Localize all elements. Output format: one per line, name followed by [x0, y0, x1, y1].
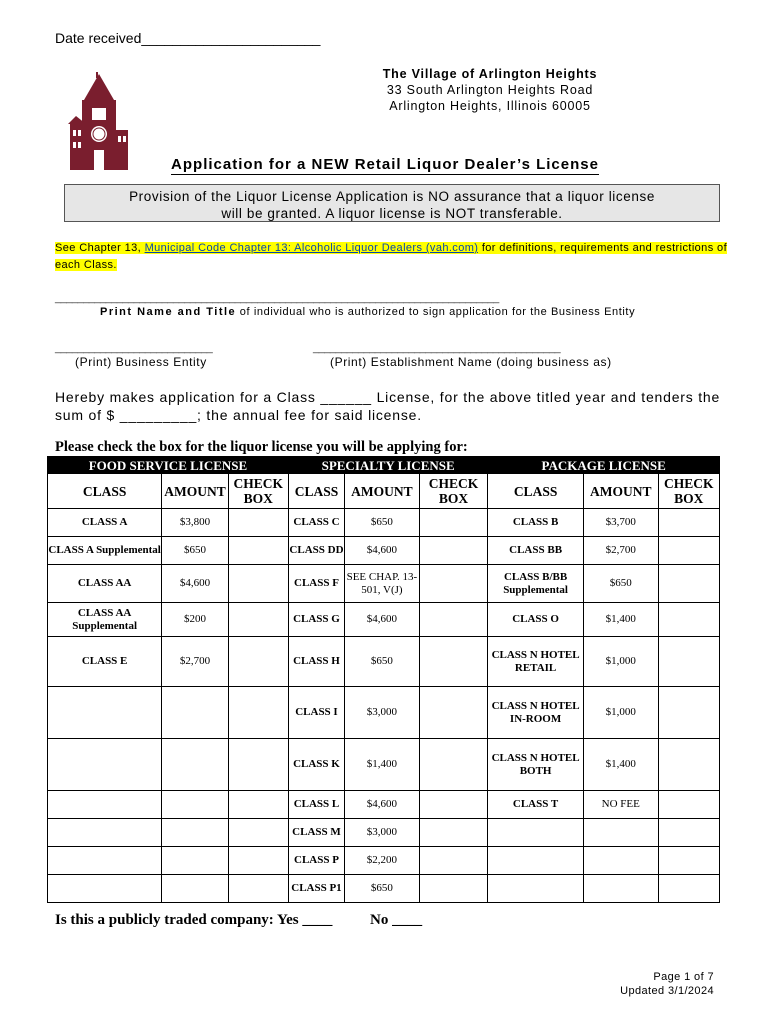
- check-box-cell[interactable]: [658, 819, 719, 847]
- check-box-cell[interactable]: [228, 739, 288, 791]
- notice-line1: Provision of the Liquor License Application is NO assurance that a liquor license: [129, 189, 655, 204]
- class-cell: CLASS E: [48, 637, 162, 687]
- class-cell: CLASS H: [288, 637, 344, 687]
- class-cell: CLASS M: [288, 819, 344, 847]
- section-food-service: FOOD SERVICE LICENSE: [48, 457, 289, 474]
- class-cell: CLASS B/BB Supplemental: [488, 565, 584, 603]
- check-box-cell[interactable]: [658, 509, 719, 537]
- amount-cell: $650: [162, 537, 228, 565]
- header-class: CLASS: [488, 474, 584, 509]
- check-box-cell[interactable]: [228, 687, 288, 739]
- amount-cell: $650: [345, 875, 420, 903]
- class-cell: CLASS A: [48, 509, 162, 537]
- class-cell: [48, 847, 162, 875]
- municipal-code-link[interactable]: Municipal Code Chapter 13: Alcoholic Liquor Dealers (vah.com): [144, 242, 479, 254]
- check-box-cell[interactable]: [658, 565, 719, 603]
- class-cell: CLASS F: [288, 565, 344, 603]
- class-cell: CLASS B: [488, 509, 584, 537]
- org-address-line1: 33 South Arlington Heights Road: [386, 83, 594, 97]
- check-box-cell[interactable]: [419, 637, 488, 687]
- amount-cell: [162, 687, 228, 739]
- class-cell: CLASS G: [288, 603, 344, 637]
- page-footer: [620, 970, 714, 998]
- chapter-suffix: for definitions, requirements and restrictions of each Class.: [55, 242, 728, 271]
- check-box-cell[interactable]: [228, 509, 288, 537]
- check-box-cell[interactable]: [419, 509, 488, 537]
- amount-cell: $4,600: [162, 565, 228, 603]
- check-box-cell[interactable]: [658, 537, 719, 565]
- amount-cell: $4,600: [345, 791, 420, 819]
- check-box-cell[interactable]: [228, 565, 288, 603]
- class-cell: [48, 819, 162, 847]
- class-cell: [488, 875, 584, 903]
- class-cell: CLASS AA: [48, 565, 162, 603]
- check-box-cell[interactable]: [419, 687, 488, 739]
- header-amount: AMOUNT: [345, 474, 420, 509]
- license-row: [48, 819, 720, 847]
- class-cell: CLASS P: [288, 847, 344, 875]
- section-specialty: SPECIALTY LICENSE: [288, 457, 487, 474]
- check-box-cell[interactable]: [228, 819, 288, 847]
- org-name: The Village of Arlington Heights: [382, 67, 598, 81]
- check-box-cell[interactable]: [228, 875, 288, 903]
- chapter-prefix: See Chapter 13,: [55, 242, 145, 254]
- page-number: Page 1 of 7: [653, 971, 714, 983]
- notice-box: [64, 184, 720, 222]
- license-row: [48, 847, 720, 875]
- signatory-label: Print Name and Title of individual who is authorized to sign application for the Business Entity: [100, 306, 636, 318]
- license-row: [48, 791, 720, 819]
- class-cell: CLASS A Supplemental: [48, 537, 162, 565]
- class-cell: CLASS BB: [488, 537, 584, 565]
- chapter-reference: [55, 240, 735, 274]
- check-box-cell[interactable]: [419, 819, 488, 847]
- amount-cell: $4,600: [345, 537, 420, 565]
- class-cell: [48, 791, 162, 819]
- amount-cell: $1,000: [583, 637, 658, 687]
- header-check-box: CHECK BOX: [658, 474, 719, 509]
- class-cell: CLASS T: [488, 791, 584, 819]
- amount-cell: $3,000: [345, 819, 420, 847]
- amount-cell: [162, 739, 228, 791]
- amount-cell: $2,200: [345, 847, 420, 875]
- license-row: [48, 565, 720, 603]
- class-cell: [48, 687, 162, 739]
- check-box-cell[interactable]: [419, 603, 488, 637]
- amount-cell: [162, 875, 228, 903]
- check-box-cell[interactable]: [658, 687, 719, 739]
- section-package: PACKAGE LICENSE: [488, 457, 720, 474]
- check-box-cell[interactable]: [419, 791, 488, 819]
- amount-cell: $1,400: [583, 739, 658, 791]
- license-row: [48, 637, 720, 687]
- check-box-cell[interactable]: [419, 565, 488, 603]
- check-box-cell[interactable]: [228, 791, 288, 819]
- check-box-cell[interactable]: [658, 637, 719, 687]
- header-check-box: CHECK BOX: [419, 474, 488, 509]
- amount-cell: [162, 819, 228, 847]
- amount-cell: [583, 819, 658, 847]
- check-instruction: Please check the box for the liquor license you will be applying for:: [55, 439, 468, 455]
- amount-cell: [583, 847, 658, 875]
- notice-line2: will be granted. A liquor license is NOT transferable.: [221, 206, 563, 221]
- class-cell: CLASS AA Supplemental: [48, 603, 162, 637]
- amount-cell: NO FEE: [583, 791, 658, 819]
- class-cell: CLASS C: [288, 509, 344, 537]
- updated-date: Updated 3/1/2024: [620, 985, 714, 997]
- license-row: [48, 509, 720, 537]
- check-box-cell[interactable]: [228, 637, 288, 687]
- amount-cell: SEE CHAP. 13-501, V(J): [345, 565, 420, 603]
- amount-cell: [583, 875, 658, 903]
- establishment-name-label: (Print) Establishment Name (doing business as): [330, 355, 612, 369]
- publicly-traded-no[interactable]: No ____: [370, 912, 423, 928]
- business-entity-line[interactable]: ____________________________: [55, 342, 213, 354]
- establishment-name-line[interactable]: ____________________________________________: [313, 342, 561, 354]
- amount-cell: $4,600: [345, 603, 420, 637]
- amount-cell: $1,400: [345, 739, 420, 791]
- license-row: [48, 739, 720, 791]
- amount-cell: $2,700: [583, 537, 658, 565]
- header-class: CLASS: [48, 474, 162, 509]
- amount-cell: $1,400: [583, 603, 658, 637]
- class-cell: [488, 819, 584, 847]
- class-cell: CLASS N HOTEL RETAIL: [488, 637, 584, 687]
- date-received-field[interactable]: Date received_______________________: [55, 30, 321, 46]
- amount-cell: $1,000: [583, 687, 658, 739]
- check-box-cell[interactable]: [419, 847, 488, 875]
- business-entity-label: (Print) Business Entity: [75, 355, 207, 369]
- class-cell: [48, 875, 162, 903]
- header-class: CLASS: [288, 474, 344, 509]
- check-box-cell[interactable]: [658, 875, 719, 903]
- class-cell: CLASS N HOTEL BOTH: [488, 739, 584, 791]
- header-check-box: CHECK BOX: [228, 474, 288, 509]
- amount-cell: $3,800: [162, 509, 228, 537]
- amount-cell: $650: [583, 565, 658, 603]
- class-cell: CLASS N HOTEL IN-ROOM: [488, 687, 584, 739]
- amount-cell: $3,700: [583, 509, 658, 537]
- check-box-cell[interactable]: [658, 847, 719, 875]
- amount-cell: $650: [345, 637, 420, 687]
- class-cell: CLASS I: [288, 687, 344, 739]
- publicly-traded-question[interactable]: Is this a publicly traded company: Yes ____: [55, 912, 333, 928]
- check-box-cell[interactable]: [228, 847, 288, 875]
- org-address-line2: Arlington Heights, Illinois 60005: [389, 99, 591, 113]
- check-box-cell[interactable]: [228, 603, 288, 637]
- license-row: [48, 537, 720, 565]
- license-row: [48, 875, 720, 903]
- class-cell: [488, 847, 584, 875]
- license-row: [48, 603, 720, 637]
- check-box-cell[interactable]: [658, 791, 719, 819]
- amount-cell: [162, 847, 228, 875]
- page-title: Application for a NEW Retail Liquor Dealer’s License: [171, 156, 599, 173]
- license-row: [48, 687, 720, 739]
- check-box-cell[interactable]: [419, 537, 488, 565]
- header-amount: AMOUNT: [162, 474, 228, 509]
- check-box-cell[interactable]: [658, 603, 719, 637]
- amount-cell: $650: [345, 509, 420, 537]
- class-cell: CLASS P1: [288, 875, 344, 903]
- header-amount: AMOUNT: [583, 474, 658, 509]
- class-cell: CLASS DD: [288, 537, 344, 565]
- amount-cell: $200: [162, 603, 228, 637]
- amount-cell: $3,000: [345, 687, 420, 739]
- check-box-cell[interactable]: [419, 875, 488, 903]
- license-table: [47, 456, 720, 903]
- class-cell: CLASS O: [488, 603, 584, 637]
- signatory-name-line[interactable]: _______________________________________________________________________________: [55, 292, 499, 304]
- check-box-cell[interactable]: [228, 537, 288, 565]
- class-cell: CLASS K: [288, 739, 344, 791]
- class-cell: CLASS L: [288, 791, 344, 819]
- amount-cell: [162, 791, 228, 819]
- application-statement: Hereby makes application for a Class ______ License, for the above titled year and tenders the sum of $ _________; the annual fee for said license.: [55, 389, 721, 423]
- amount-cell: $2,700: [162, 637, 228, 687]
- check-box-cell[interactable]: [419, 739, 488, 791]
- class-cell: [48, 739, 162, 791]
- check-box-cell[interactable]: [658, 739, 719, 791]
